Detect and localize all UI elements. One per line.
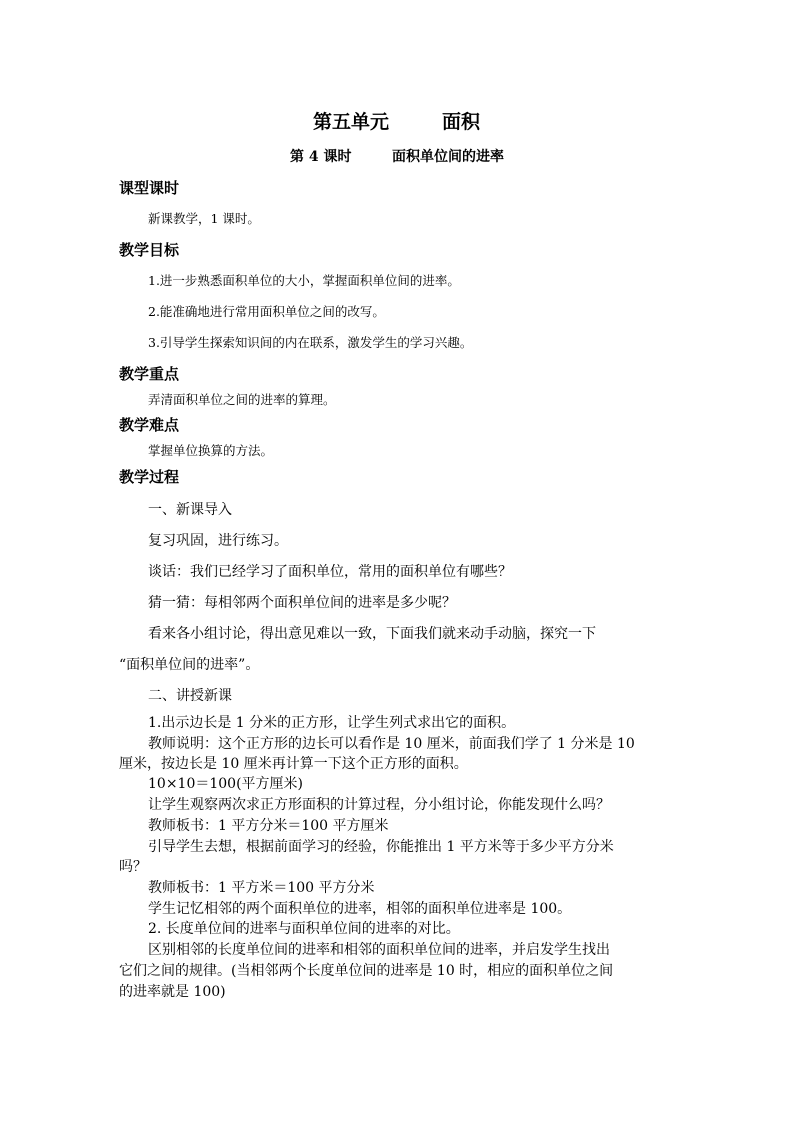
section-heading-goals: 教学目标: [119, 241, 180, 259]
lesson-number: 第 4 课时: [290, 149, 352, 165]
goal-item: 1.进一步熟悉面积单位的大小，掌握面积单位间的进率。: [148, 273, 460, 288]
goal-item: 2.能准确地进行常用面积单位之间的改写。: [148, 304, 385, 319]
part-heading: 二、讲授新课: [148, 688, 232, 704]
board-note: 教师板书：1 平方分米＝100 平方厘米: [148, 818, 389, 834]
formula: 10×10＝100(平方厘米): [148, 776, 304, 792]
paragraph: 引导学生去想，根据前面学习的经验，你能推出 1 平方米等于多少平方分米: [148, 839, 614, 855]
paragraph: 2. 长度单位间的进率与面积单位间的进率的对比。: [148, 921, 460, 937]
difficulty-text: 掌握单位换算的方法。: [148, 443, 274, 458]
unit-topic: 面积: [442, 111, 481, 133]
paragraph-continued: 它们之间的规律。(当相邻两个长度单位间的进率是 10 时，相应的面积单位之间: [119, 963, 614, 979]
paragraph-continued: 厘米，按边长是 10 厘米再计算一下这个正方形的面积。: [119, 756, 468, 772]
section-heading-key: 教学重点: [119, 365, 180, 383]
lesson-title: 面积单位间的进率: [392, 149, 504, 165]
part-heading: 一、新课导入: [148, 502, 232, 518]
paragraph: 1.出示边长是 1 分米的正方形，让学生列式求出它的面积。: [148, 715, 516, 731]
goal-item: 3.引导学生探索知识间的内在联系，激发学生的学习兴趣。: [148, 335, 473, 350]
paragraph: 复习巩固，进行练习。: [148, 533, 288, 549]
key-text: 弄清面积单位之间的进率的算理。: [148, 392, 336, 407]
section-heading-process: 教学过程: [119, 468, 180, 486]
section-heading-difficulty: 教学难点: [119, 416, 180, 434]
paragraph-continued: “面积单位间的进率”。: [119, 657, 260, 673]
paragraph: 看来各小组讨论，得出意见难以一致，下面我们就来动手动脑，探究一下: [148, 626, 596, 642]
paragraph: 教师说明：这个正方形的边长可以看作是 10 厘米，前面我们学了 1 分米是 10: [148, 736, 635, 752]
paragraph: 区别相邻的长度单位间的进率和相邻的面积单位间的进率，并启发学生找出: [148, 942, 610, 958]
paragraph: 谈话：我们已经学习了面积单位，常用的面积单位有哪些？: [148, 564, 512, 580]
section-heading-type: 课型课时: [119, 179, 180, 197]
unit-title: 第五单元: [313, 111, 390, 133]
paragraph: 猜一猜：每相邻两个面积单位间的进率是多少呢？: [148, 595, 456, 611]
paragraph-continued: 的进率就是 100): [119, 984, 226, 1000]
board-note: 教师板书：1 平方米＝100 平方分米: [148, 880, 375, 896]
paragraph: 让学生观察两次求正方形面积的计算过程，分小组讨论，你能发现什么吗？: [148, 797, 610, 813]
paragraph-continued: 吗？: [119, 859, 147, 875]
paragraph: 学生记忆相邻的两个面积单位的进率，相邻的面积单位进率是 100。: [148, 901, 572, 917]
type-text: 新课教学，1 课时。: [148, 211, 260, 226]
